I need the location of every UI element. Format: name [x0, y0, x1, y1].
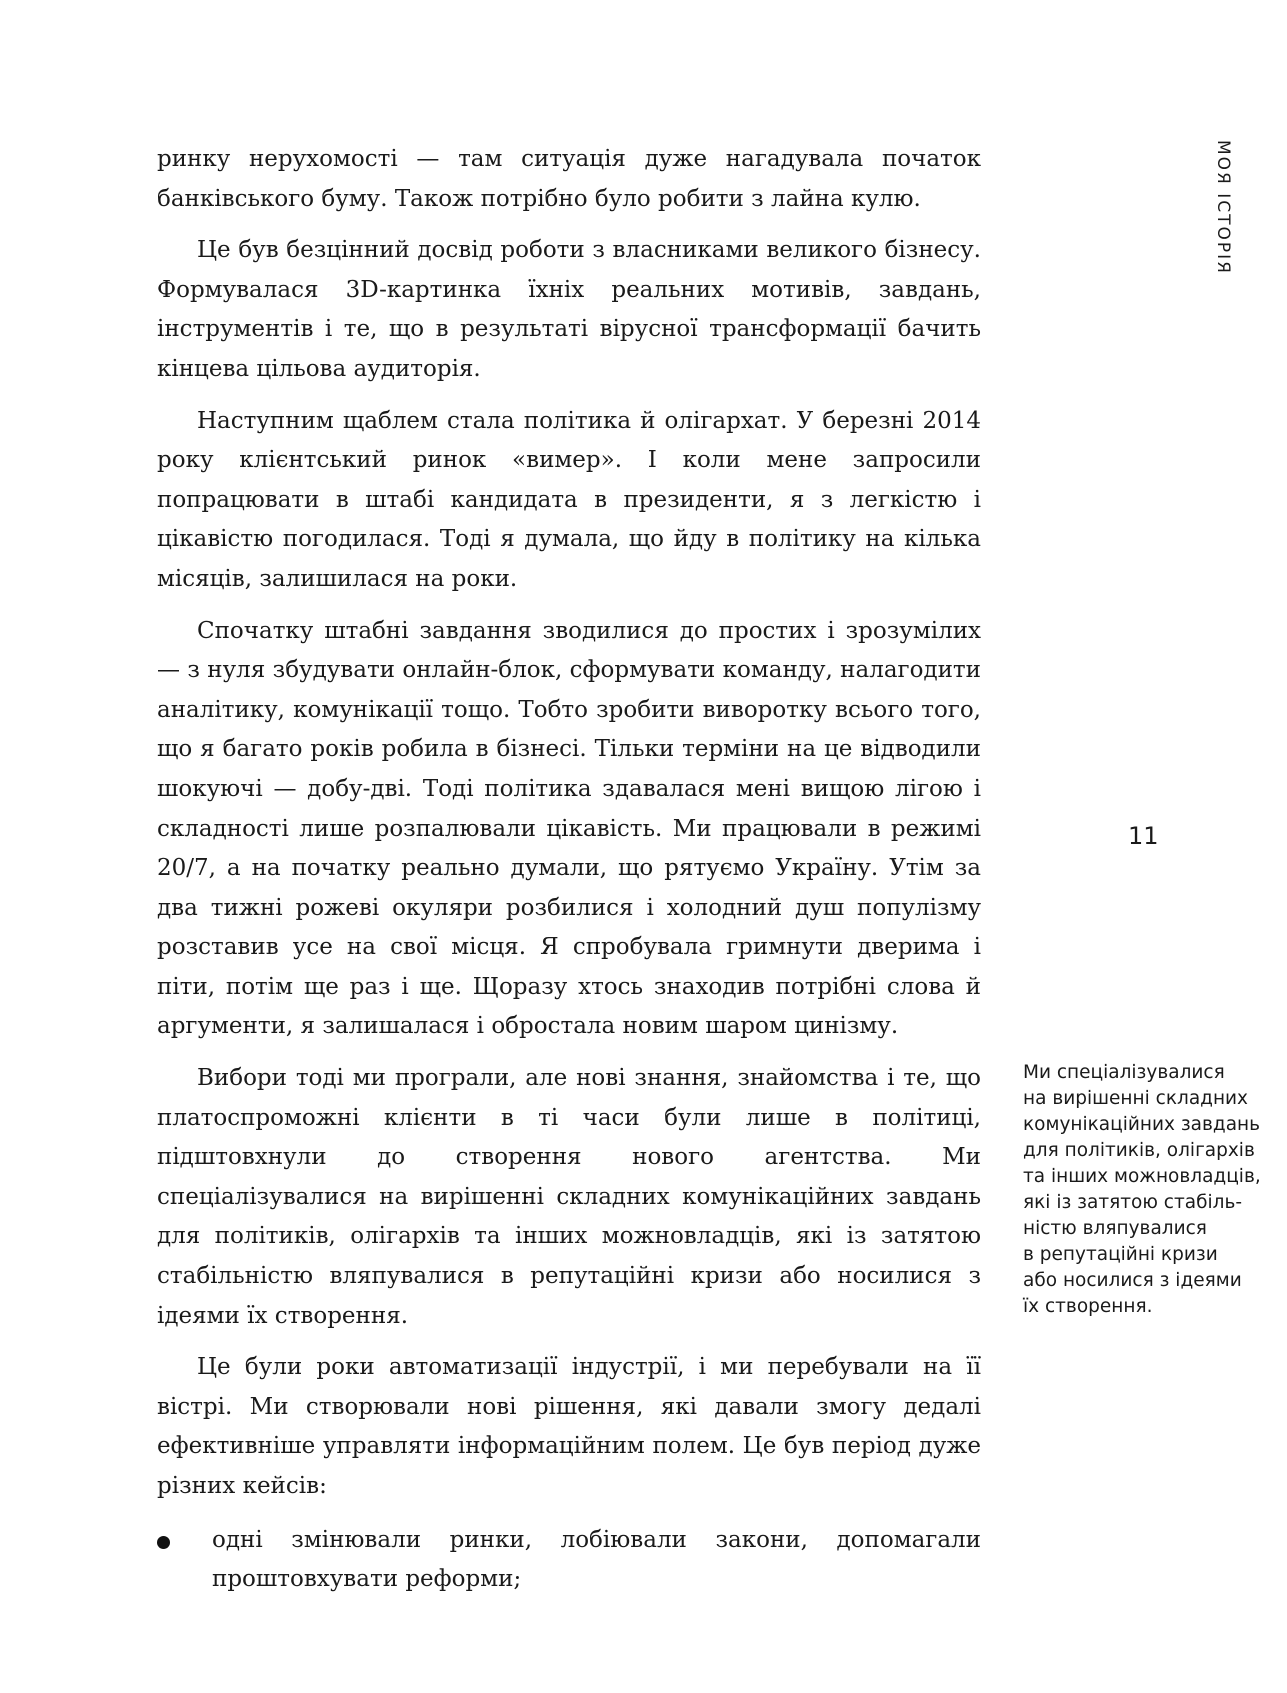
paragraph: Спочатку штабні завдання зводилися до простих і зрозумілих — з нуля збудувати онлайн-блок, сформувати команду, налагодити аналітику, комунікації тощо. Тобто зробити виворотку всього того, що я багато років робила в бізнесі. Тільки терміни на це відводили шокуючі — добу-дві. Тоді політика здавалася мені вищою лігою і складності лише розпалювали цікавість. Ми працювали в режимі 20/7, а на початку реально думали, що рятуємо Україну. Утім за два тижні рожеві окуляри розбилися і холодний душ популізму розставив усе на свої місця. Я спробувала гримнути дверима і піти, потім ще раз і ще. Щоразу хтось знаходив потрібні слова й аргументи, я залишалася і обростала новим шаром цинізму. [157, 617, 981, 1040]
main-text-column [157, 140, 981, 1600]
margin-note-line: в репутаційні кризи [1023, 1244, 1218, 1265]
paragraph: Вибори тоді ми програли, але нові знання, знайомства і те, що платоспроможні клієнти в ті часи були лише в політиці, підштовхнули до створення нового агентства. Ми спеціалізувалися на вирішенні складних комунікаційних завдань для політиків, олігархів та інших можновладців, які із затятою стабільністю вляпувалися в репутаційні кризи або носилися з ідеями їх створення. [157, 1065, 981, 1329]
running-head: МОЯ ІСТОРІЯ [1213, 140, 1233, 275]
margin-note-line: на вирішенні складних [1023, 1088, 1249, 1109]
margin-note-line: для політиків, олігархів [1023, 1140, 1255, 1161]
margin-note [1023, 1060, 1263, 1320]
paragraph: Це були роки автоматизації індустрії, і ми перебували на її вістрі. Ми створювали нові рішення, які давали змогу дедалі ефективніше управляти інформаційним полем. Це був період дуже різних кейсів: [157, 1354, 981, 1499]
margin-note-line: які із затятою стабіль- [1023, 1192, 1243, 1213]
paragraph: ринку нерухомості — там ситуація дуже нагадувала початок банківського буму. Також потрібно було робити з лайна кулю. [157, 146, 981, 212]
bullet-list [157, 1521, 981, 1600]
margin-note-line: ністю вляпувалися [1023, 1218, 1207, 1239]
margin-note-line: їх створення. [1023, 1296, 1153, 1317]
margin-note-line: комунікаційних завдань [1023, 1114, 1261, 1135]
paragraph: Наступним щаблем стала політика й олігархат. У березні 2014 року клієнтський ринок «вимер». І коли мене запросили попрацювати в штабі кандидата в президенти, я з легкістю і цікавістю погодилася. Тоді я думала, що йду в політику на кілька місяців, залишилася на роки. [157, 407, 981, 592]
page-number: 11 [1128, 822, 1159, 850]
margin-note-line: або носилися з ідеями [1023, 1270, 1242, 1291]
paragraph: Це був безцінний досвід роботи з власниками великого бізнесу. Формувалася 3D-картинка їхніх реальних мотивів, завдань, інструментів і те, що в результаті вірусної трансформації бачить кінцева цільова аудиторія. [157, 237, 981, 382]
bullet-icon [157, 1536, 170, 1549]
list-item-text: одні змінювали ринки, лобіювали закони, допомагали проштовхувати реформи; [212, 1526, 981, 1593]
margin-note-line: Ми спеціалізувалися [1023, 1062, 1225, 1083]
list-item [157, 1521, 981, 1600]
margin-note-line: та інших можновладців, [1023, 1166, 1261, 1187]
